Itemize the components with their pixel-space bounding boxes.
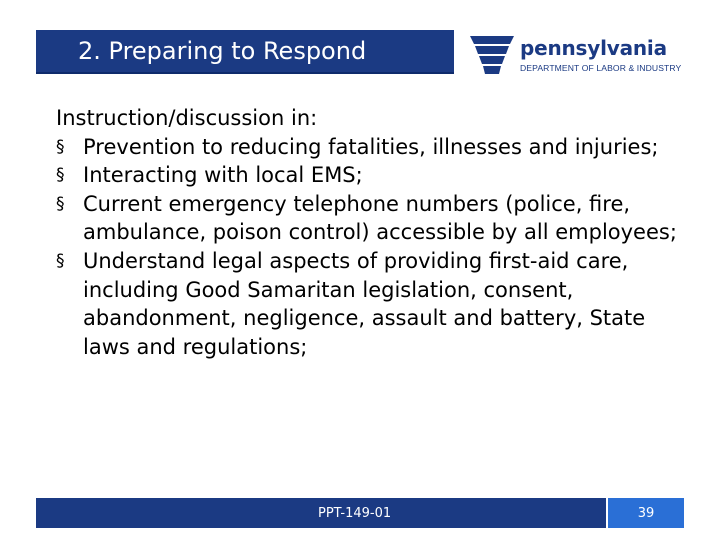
slide-title: 2. Preparing to Respond bbox=[78, 37, 367, 65]
intro-text: Instruction/discussion in: bbox=[56, 106, 318, 130]
footer-main bbox=[36, 498, 606, 528]
square-bullet-icon: § bbox=[56, 136, 65, 157]
square-bullet-icon: § bbox=[56, 165, 65, 186]
bullet-text: Current emergency telephone numbers (police, fire, ambulance, poison control) accessible by all employees; bbox=[83, 191, 677, 245]
list-item bbox=[56, 190, 696, 247]
logo-wordmark: pennsylvania bbox=[520, 36, 667, 60]
bullet-text: Prevention to reducing fatalities, illnesses and injuries; bbox=[83, 134, 659, 159]
bullet-text: Understand legal aspects of providing first-aid care, including Good Samaritan legislation, consent, abandonment, negligence, assault and battery, State laws and regulations; bbox=[83, 248, 646, 359]
page-number: 39 bbox=[637, 506, 655, 521]
title-bar bbox=[36, 30, 454, 74]
square-bullet-icon: § bbox=[56, 193, 65, 214]
list-item bbox=[56, 247, 696, 361]
square-bullet-icon: § bbox=[56, 250, 65, 271]
document-code: PPT-149-01 bbox=[318, 506, 392, 521]
list-item bbox=[56, 161, 696, 190]
keystone-icon bbox=[466, 30, 518, 80]
bullet-list bbox=[56, 133, 696, 362]
pennsylvania-logo bbox=[466, 30, 696, 80]
logo-subtitle: DEPARTMENT OF LABOR & INDUSTRY bbox=[520, 63, 682, 73]
list-item bbox=[56, 133, 696, 162]
footer-bar bbox=[36, 498, 684, 528]
slide-body bbox=[56, 104, 696, 361]
page-number-box bbox=[608, 498, 684, 528]
bullet-text: Interacting with local EMS; bbox=[83, 163, 363, 188]
